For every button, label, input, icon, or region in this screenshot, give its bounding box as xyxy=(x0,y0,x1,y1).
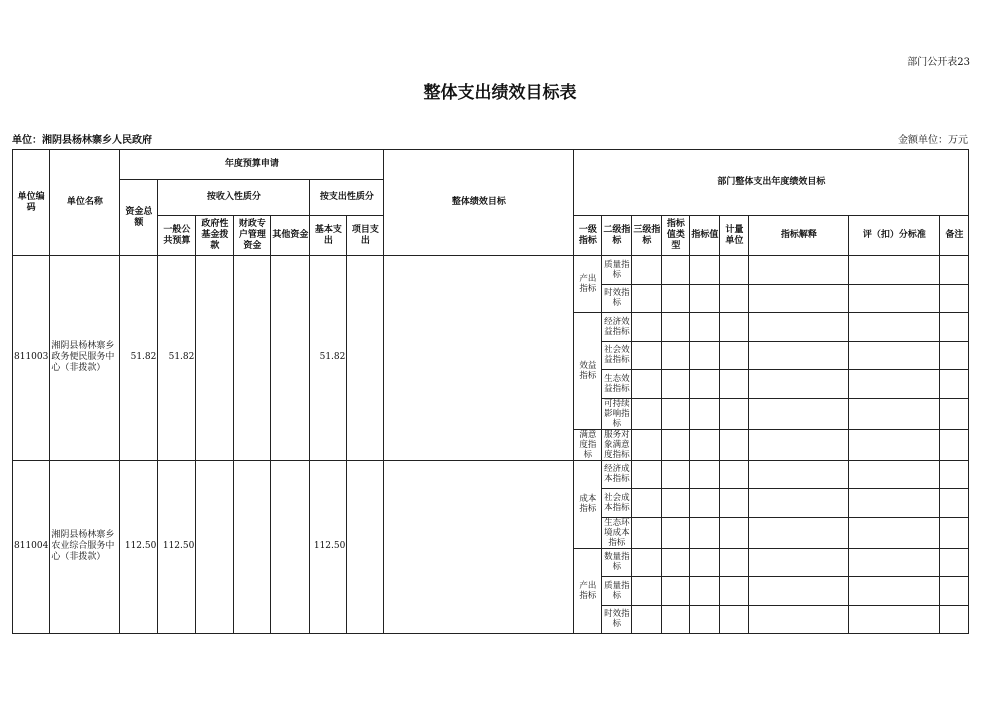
value-cell xyxy=(690,429,720,460)
header-gov-fund: 政府性基金拨款 xyxy=(196,216,234,256)
value-cell xyxy=(690,548,720,577)
header-value-type: 指标值类型 xyxy=(662,216,690,256)
level2-indicator-cell: 社会效益指标 xyxy=(602,341,632,370)
level3-cell xyxy=(632,313,662,342)
performance-table xyxy=(12,149,969,634)
unit-measure-cell xyxy=(720,605,749,634)
value-cell xyxy=(690,256,720,285)
explanation-cell xyxy=(749,429,849,460)
remark-cell xyxy=(940,577,969,606)
value-type-cell xyxy=(662,429,690,460)
explanation-cell xyxy=(749,517,849,548)
remark-cell xyxy=(940,517,969,548)
header-basic-expense: 基本支出 xyxy=(310,216,347,256)
remark-cell xyxy=(940,313,969,342)
explanation-cell xyxy=(749,489,849,518)
unit-measure-cell xyxy=(720,517,749,548)
level1-indicator-cell: 产出指标 xyxy=(574,256,602,313)
header-dept-goal: 部门整体支出年度绩效目标 xyxy=(574,150,969,216)
header-unit-measure: 计量单位 xyxy=(720,216,749,256)
value-cell xyxy=(690,284,720,313)
overall-goal-cell xyxy=(384,256,574,461)
basic-expense-cell: 112.50 xyxy=(310,460,347,634)
unit-measure-cell xyxy=(720,429,749,460)
remark-cell xyxy=(940,548,969,577)
remark-cell xyxy=(940,284,969,313)
value-cell xyxy=(690,517,720,548)
explanation-cell xyxy=(749,577,849,606)
fiscal-special-cell xyxy=(234,256,271,461)
unit-measure-cell xyxy=(720,284,749,313)
unit-measure-cell xyxy=(720,460,749,489)
project-expense-cell xyxy=(347,460,384,634)
table-row xyxy=(13,460,969,489)
header-general-public: 一般公共预算 xyxy=(158,216,196,256)
gov-fund-cell xyxy=(196,256,234,461)
explanation-cell xyxy=(749,341,849,370)
amount-unit-label: 金额单位：万元 xyxy=(898,135,968,146)
remark-cell xyxy=(940,341,969,370)
value-cell xyxy=(690,313,720,342)
header-overall-goal: 整体绩效目标 xyxy=(384,150,574,256)
header-unit-code: 单位编码 xyxy=(13,150,50,256)
level1-indicator-cell: 满意度指标 xyxy=(574,429,602,460)
unit-measure-cell xyxy=(720,577,749,606)
value-type-cell xyxy=(662,517,690,548)
level3-cell xyxy=(632,489,662,518)
other-funds-cell xyxy=(271,460,310,634)
level3-cell xyxy=(632,548,662,577)
value-type-cell xyxy=(662,313,690,342)
header-total-funds: 资金总额 xyxy=(120,180,158,256)
remark-cell xyxy=(940,398,969,429)
explanation-cell xyxy=(749,548,849,577)
header-project-expense: 项目支出 xyxy=(347,216,384,256)
unit-measure-cell xyxy=(720,370,749,399)
remark-cell xyxy=(940,370,969,399)
scoring-cell xyxy=(849,313,940,342)
header-fiscal-special: 财政专户管理资金 xyxy=(234,216,271,256)
remark-cell xyxy=(940,489,969,518)
header-by-income: 按收入性质分 xyxy=(158,180,310,216)
scoring-cell xyxy=(849,341,940,370)
level3-cell xyxy=(632,577,662,606)
level2-indicator-cell: 时效指标 xyxy=(602,284,632,313)
level2-indicator-cell: 社会成本指标 xyxy=(602,489,632,518)
value-type-cell xyxy=(662,341,690,370)
total-funds-cell: 51.82 xyxy=(120,256,158,461)
value-type-cell xyxy=(662,398,690,429)
level2-indicator-cell: 可持续影响指标 xyxy=(602,398,632,429)
header-level3: 三级指标 xyxy=(632,216,662,256)
level2-indicator-cell: 生态效益指标 xyxy=(602,370,632,399)
overall-goal-cell xyxy=(384,460,574,634)
gov-fund-cell xyxy=(196,460,234,634)
value-cell xyxy=(690,370,720,399)
value-cell xyxy=(690,489,720,518)
explanation-cell xyxy=(749,313,849,342)
unit-measure-cell xyxy=(720,341,749,370)
basic-expense-cell: 51.82 xyxy=(310,256,347,461)
value-type-cell xyxy=(662,548,690,577)
explanation-cell xyxy=(749,256,849,285)
value-type-cell xyxy=(662,489,690,518)
value-type-cell xyxy=(662,370,690,399)
header-unit-name: 单位名称 xyxy=(50,150,120,256)
header-value: 指标值 xyxy=(690,216,720,256)
scoring-cell xyxy=(849,429,940,460)
general-public-cell: 112.50 xyxy=(158,460,196,634)
header-scoring: 评（扣）分标准 xyxy=(849,216,940,256)
level2-indicator-cell: 质量指标 xyxy=(602,577,632,606)
total-funds-cell: 112.50 xyxy=(120,460,158,634)
explanation-cell xyxy=(749,460,849,489)
unit-measure-cell xyxy=(720,256,749,285)
level2-indicator-cell: 数量指标 xyxy=(602,548,632,577)
value-cell xyxy=(690,460,720,489)
value-cell xyxy=(690,398,720,429)
level2-indicator-cell: 经济效益指标 xyxy=(602,313,632,342)
unit-measure-cell xyxy=(720,548,749,577)
unit-label: 单位：湘阴县杨林寨乡人民政府 xyxy=(12,135,152,146)
level3-cell xyxy=(632,605,662,634)
explanation-cell xyxy=(749,370,849,399)
level2-indicator-cell: 经济成本指标 xyxy=(602,460,632,489)
level1-indicator-cell: 产出指标 xyxy=(574,548,602,634)
unit-measure-cell xyxy=(720,398,749,429)
remark-cell xyxy=(940,460,969,489)
fiscal-special-cell xyxy=(234,460,271,634)
remark-cell xyxy=(940,256,969,285)
value-type-cell xyxy=(662,256,690,285)
level3-cell xyxy=(632,398,662,429)
value-type-cell xyxy=(662,577,690,606)
value-cell xyxy=(690,341,720,370)
level2-indicator-cell: 时效指标 xyxy=(602,605,632,634)
explanation-cell xyxy=(749,284,849,313)
header-level1: 一级指标 xyxy=(574,216,602,256)
level3-cell xyxy=(632,517,662,548)
unit-code-cell: 811003 xyxy=(13,256,50,461)
value-type-cell xyxy=(662,605,690,634)
header-by-expense: 按支出性质分 xyxy=(310,180,384,216)
unit-name-cell: 湘阴县杨林寨乡政务便民服务中心（非拨款） xyxy=(50,256,120,461)
header-other-funds: 其他资金 xyxy=(271,216,310,256)
value-cell xyxy=(690,605,720,634)
scoring-cell xyxy=(849,605,940,634)
level3-cell xyxy=(632,460,662,489)
scoring-cell xyxy=(849,489,940,518)
unit-measure-cell xyxy=(720,313,749,342)
explanation-cell xyxy=(749,398,849,429)
level3-cell xyxy=(632,429,662,460)
remark-cell xyxy=(940,429,969,460)
value-type-cell xyxy=(662,284,690,313)
level2-indicator-cell: 质量指标 xyxy=(602,256,632,285)
scoring-cell xyxy=(849,577,940,606)
scoring-cell xyxy=(849,370,940,399)
general-public-cell: 51.82 xyxy=(158,256,196,461)
level3-cell xyxy=(632,284,662,313)
scoring-cell xyxy=(849,398,940,429)
header-explanation: 指标解释 xyxy=(749,216,849,256)
scoring-cell xyxy=(849,517,940,548)
page-title: 整体支出绩效目标表 xyxy=(423,83,577,103)
scoring-cell xyxy=(849,256,940,285)
level3-cell xyxy=(632,370,662,399)
form-number: 部门公开表23 xyxy=(907,57,970,68)
other-funds-cell xyxy=(271,256,310,461)
level3-cell xyxy=(632,341,662,370)
scoring-cell xyxy=(849,548,940,577)
level2-indicator-cell: 服务对象满意度指标 xyxy=(602,429,632,460)
header-remark: 备注 xyxy=(940,216,969,256)
unit-name-cell: 湘阴县杨林寨乡农业综合服务中心（非拨款） xyxy=(50,460,120,634)
remark-cell xyxy=(940,605,969,634)
level3-cell xyxy=(632,256,662,285)
project-expense-cell xyxy=(347,256,384,461)
value-cell xyxy=(690,577,720,606)
explanation-cell xyxy=(749,605,849,634)
level1-indicator-cell: 成本指标 xyxy=(574,460,602,548)
header-annual-budget: 年度预算申请 xyxy=(120,150,384,180)
unit-measure-cell xyxy=(720,489,749,518)
value-type-cell xyxy=(662,460,690,489)
unit-code-cell: 811004 xyxy=(13,460,50,634)
level1-indicator-cell: 效益指标 xyxy=(574,313,602,430)
level2-indicator-cell: 生态环境成本指标 xyxy=(602,517,632,548)
table-row xyxy=(13,256,969,285)
scoring-cell xyxy=(849,460,940,489)
header-level2: 二级指标 xyxy=(602,216,632,256)
scoring-cell xyxy=(849,284,940,313)
